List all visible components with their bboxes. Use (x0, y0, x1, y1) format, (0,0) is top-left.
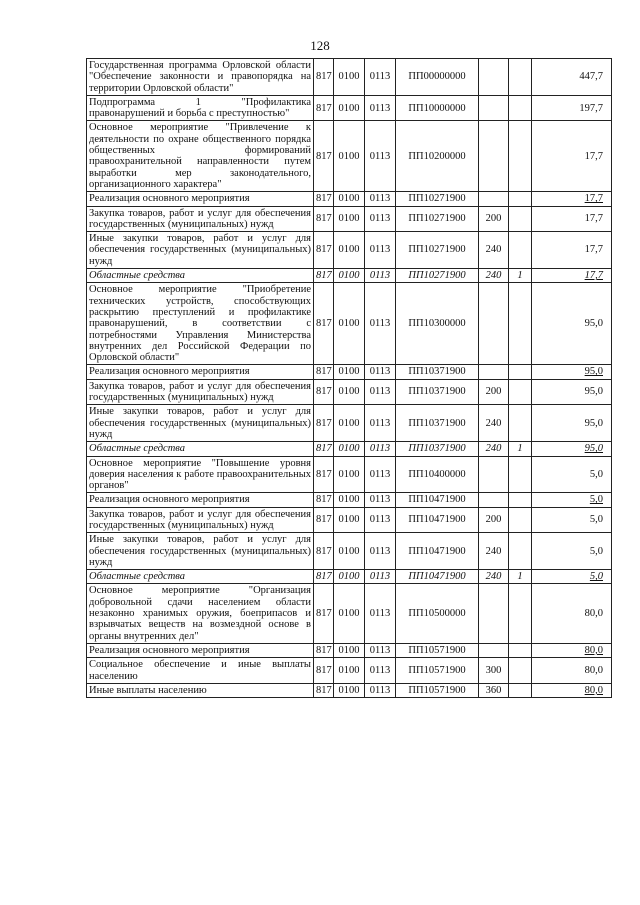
table-row (87, 121, 612, 192)
amount-cell: 17,7 (532, 269, 612, 283)
ministry-code-cell: 817 (314, 365, 334, 379)
table-row (87, 269, 612, 283)
subsection-code-cell: 0113 (365, 95, 396, 121)
row-name-cell: Закупка товаров, работ и услуг для обеспечения государственных (муниципальных) нужд (87, 379, 314, 405)
section-code-cell: 0100 (334, 493, 365, 507)
subsection-code-cell: 0113 (365, 570, 396, 584)
amount-cell: 5,0 (532, 533, 612, 570)
amount-cell: 5,0 (532, 456, 612, 493)
table-row (87, 507, 612, 533)
row-name-cell: Областные средства (87, 269, 314, 283)
target-article-cell: ПП10371900 (396, 405, 479, 442)
target-article-cell: ПП10271900 (396, 206, 479, 232)
target-article-cell: ПП10500000 (396, 584, 479, 643)
expense-type-cell: 240 (479, 533, 509, 570)
table-row (87, 379, 612, 405)
subsection-code-cell: 0113 (365, 232, 396, 269)
section-code-cell: 0100 (334, 192, 365, 206)
funding-source-cell (509, 121, 532, 192)
expense-type-cell (479, 643, 509, 657)
page-number: 128 (310, 38, 330, 53)
row-name-cell: Социальное обеспечение и иные выплаты населению (87, 658, 314, 684)
expense-type-cell (479, 121, 509, 192)
table-row (87, 570, 612, 584)
row-name-cell: Государственная программа Орловской области "Обеспечение законности и правопорядка на территории Орловской области" (87, 59, 314, 96)
expense-type-cell: 240 (479, 442, 509, 456)
section-code-cell: 0100 (334, 507, 365, 533)
ministry-code-cell: 817 (314, 658, 334, 684)
table-row (87, 95, 612, 121)
target-article-cell: ПП10371900 (396, 365, 479, 379)
target-article-cell: ПП10200000 (396, 121, 479, 192)
row-name-cell: Иные закупки товаров, работ и услуг для обеспечения государственных (муниципальных) нужд (87, 405, 314, 442)
ministry-code-cell: 817 (314, 379, 334, 405)
funding-source-cell (509, 405, 532, 442)
table-row (87, 206, 612, 232)
funding-source-cell (509, 365, 532, 379)
ministry-code-cell: 817 (314, 59, 334, 96)
row-name-cell: Подпрограмма 1 "Профилактика правонарушений и борьба с преступностью" (87, 95, 314, 121)
funding-source-cell (509, 232, 532, 269)
row-name-cell: Основное мероприятие "Привлечение к деятельности по охране общественного порядка общественных формирований правоохранительной направленности путем выработки мер законодательного, организационного характера" (87, 121, 314, 192)
subsection-code-cell: 0113 (365, 59, 396, 96)
amount-cell: 5,0 (532, 570, 612, 584)
subsection-code-cell: 0113 (365, 206, 396, 232)
section-code-cell: 0100 (334, 95, 365, 121)
amount-cell: 95,0 (532, 405, 612, 442)
expense-type-cell (479, 192, 509, 206)
subsection-code-cell: 0113 (365, 379, 396, 405)
section-code-cell: 0100 (334, 59, 365, 96)
budget-table (86, 58, 612, 698)
section-code-cell: 0100 (334, 658, 365, 684)
ministry-code-cell: 817 (314, 533, 334, 570)
section-code-cell: 0100 (334, 570, 365, 584)
table-row (87, 192, 612, 206)
ministry-code-cell: 817 (314, 442, 334, 456)
amount-cell: 17,7 (532, 206, 612, 232)
row-name-cell: Иные выплаты населению (87, 683, 314, 697)
expense-type-cell: 300 (479, 658, 509, 684)
funding-source-cell (509, 584, 532, 643)
target-article-cell: ПП00000000 (396, 59, 479, 96)
funding-source-cell (509, 456, 532, 493)
expense-type-cell: 240 (479, 570, 509, 584)
ministry-code-cell: 817 (314, 507, 334, 533)
target-article-cell: ПП10371900 (396, 379, 479, 405)
row-name-cell: Основное мероприятие "Приобретение технических устройств, способствующих раскрытию преступлений и профилактике правонарушений, в соответствии с потребностями Управления Министерства внутренних дел Российской Федерации по Орловской области" (87, 283, 314, 365)
row-name-cell: Областные средства (87, 570, 314, 584)
subsection-code-cell: 0113 (365, 683, 396, 697)
row-name-cell: Основное мероприятие "Организация добровольной сдачи населением области незаконно хранимых оружия, боеприпасов и взрывчатых веществ на возмездной основе в органы внутренних дел" (87, 584, 314, 643)
table-row (87, 584, 612, 643)
row-name-cell: Реализация основного мероприятия (87, 643, 314, 657)
funding-source-cell: 1 (509, 570, 532, 584)
section-code-cell: 0100 (334, 584, 365, 643)
funding-source-cell (509, 658, 532, 684)
expense-type-cell: 360 (479, 683, 509, 697)
target-article-cell: ПП10400000 (396, 456, 479, 493)
amount-cell: 197,7 (532, 95, 612, 121)
subsection-code-cell: 0113 (365, 456, 396, 493)
section-code-cell: 0100 (334, 533, 365, 570)
expense-type-cell (479, 95, 509, 121)
funding-source-cell (509, 379, 532, 405)
section-code-cell: 0100 (334, 405, 365, 442)
expense-type-cell: 240 (479, 269, 509, 283)
ministry-code-cell: 817 (314, 121, 334, 192)
table-row (87, 533, 612, 570)
section-code-cell: 0100 (334, 232, 365, 269)
table-row (87, 683, 612, 697)
expense-type-cell (479, 493, 509, 507)
funding-source-cell (509, 95, 532, 121)
ministry-code-cell: 817 (314, 643, 334, 657)
subsection-code-cell: 0113 (365, 507, 396, 533)
target-article-cell: ПП10571900 (396, 683, 479, 697)
target-article-cell: ПП10471900 (396, 507, 479, 533)
amount-cell: 80,0 (532, 643, 612, 657)
section-code-cell: 0100 (334, 283, 365, 365)
section-code-cell: 0100 (334, 683, 365, 697)
section-code-cell: 0100 (334, 365, 365, 379)
amount-cell: 95,0 (532, 365, 612, 379)
section-code-cell: 0100 (334, 121, 365, 192)
target-article-cell: ПП10471900 (396, 570, 479, 584)
expense-type-cell: 240 (479, 232, 509, 269)
expense-type-cell: 200 (479, 379, 509, 405)
section-code-cell: 0100 (334, 269, 365, 283)
row-name-cell: Закупка товаров, работ и услуг для обеспечения государственных (муниципальных) нужд (87, 206, 314, 232)
expense-type-cell: 240 (479, 405, 509, 442)
funding-source-cell (509, 683, 532, 697)
subsection-code-cell: 0113 (365, 533, 396, 570)
subsection-code-cell: 0113 (365, 365, 396, 379)
row-name-cell: Областные средства (87, 442, 314, 456)
table-row (87, 493, 612, 507)
amount-cell: 80,0 (532, 584, 612, 643)
section-code-cell: 0100 (334, 206, 365, 232)
funding-source-cell (509, 192, 532, 206)
funding-source-cell (509, 507, 532, 533)
amount-cell: 80,0 (532, 658, 612, 684)
table-row (87, 442, 612, 456)
row-name-cell: Закупка товаров, работ и услуг для обеспечения государственных (муниципальных) нужд (87, 507, 314, 533)
funding-source-cell: 1 (509, 442, 532, 456)
subsection-code-cell: 0113 (365, 269, 396, 283)
table-body (87, 59, 612, 698)
target-article-cell: ПП10371900 (396, 442, 479, 456)
ministry-code-cell: 817 (314, 584, 334, 643)
expense-type-cell (479, 59, 509, 96)
funding-source-cell (509, 283, 532, 365)
amount-cell: 95,0 (532, 442, 612, 456)
table-row (87, 456, 612, 493)
amount-cell: 5,0 (532, 507, 612, 533)
subsection-code-cell: 0113 (365, 442, 396, 456)
row-name-cell: Основное мероприятие "Повышение уровня доверия населения к работе правоохранительных органов" (87, 456, 314, 493)
target-article-cell: ПП10000000 (396, 95, 479, 121)
subsection-code-cell: 0113 (365, 584, 396, 643)
ministry-code-cell: 817 (314, 269, 334, 283)
expense-type-cell (479, 456, 509, 493)
expense-type-cell: 200 (479, 206, 509, 232)
amount-cell: 17,7 (532, 121, 612, 192)
section-code-cell: 0100 (334, 379, 365, 405)
row-name-cell: Иные закупки товаров, работ и услуг для обеспечения государственных (муниципальных) нужд (87, 533, 314, 570)
amount-cell: 95,0 (532, 283, 612, 365)
table-row (87, 59, 612, 96)
row-name-cell: Реализация основного мероприятия (87, 192, 314, 206)
table-row (87, 283, 612, 365)
funding-source-cell (509, 493, 532, 507)
funding-source-cell (509, 533, 532, 570)
section-code-cell: 0100 (334, 643, 365, 657)
section-code-cell: 0100 (334, 442, 365, 456)
amount-cell: 17,7 (532, 232, 612, 269)
ministry-code-cell: 817 (314, 493, 334, 507)
subsection-code-cell: 0113 (365, 121, 396, 192)
table-row (87, 643, 612, 657)
expense-type-cell (479, 365, 509, 379)
expense-type-cell (479, 283, 509, 365)
target-article-cell: ПП10571900 (396, 643, 479, 657)
amount-cell: 80,0 (532, 683, 612, 697)
target-article-cell: ПП10471900 (396, 493, 479, 507)
target-article-cell: ПП10271900 (396, 192, 479, 206)
amount-cell: 5,0 (532, 493, 612, 507)
ministry-code-cell: 817 (314, 283, 334, 365)
ministry-code-cell: 817 (314, 95, 334, 121)
ministry-code-cell: 817 (314, 232, 334, 269)
expense-type-cell (479, 584, 509, 643)
amount-cell: 17,7 (532, 192, 612, 206)
ministry-code-cell: 817 (314, 456, 334, 493)
row-name-cell: Реализация основного мероприятия (87, 365, 314, 379)
row-name-cell: Реализация основного мероприятия (87, 493, 314, 507)
amount-cell: 95,0 (532, 379, 612, 405)
table-row (87, 658, 612, 684)
subsection-code-cell: 0113 (365, 192, 396, 206)
subsection-code-cell: 0113 (365, 405, 396, 442)
funding-source-cell (509, 206, 532, 232)
target-article-cell: ПП10471900 (396, 533, 479, 570)
ministry-code-cell: 817 (314, 405, 334, 442)
expense-type-cell: 200 (479, 507, 509, 533)
table-row (87, 405, 612, 442)
funding-source-cell (509, 59, 532, 96)
target-article-cell: ПП10271900 (396, 269, 479, 283)
section-code-cell: 0100 (334, 456, 365, 493)
table-row (87, 365, 612, 379)
target-article-cell: ПП10300000 (396, 283, 479, 365)
table-row (87, 232, 612, 269)
ministry-code-cell: 817 (314, 683, 334, 697)
subsection-code-cell: 0113 (365, 493, 396, 507)
subsection-code-cell: 0113 (365, 658, 396, 684)
target-article-cell: ПП10271900 (396, 232, 479, 269)
funding-source-cell: 1 (509, 269, 532, 283)
target-article-cell: ПП10571900 (396, 658, 479, 684)
row-name-cell: Иные закупки товаров, работ и услуг для обеспечения государственных (муниципальных) нужд (87, 232, 314, 269)
subsection-code-cell: 0113 (365, 283, 396, 365)
ministry-code-cell: 817 (314, 570, 334, 584)
amount-cell: 447,7 (532, 59, 612, 96)
subsection-code-cell: 0113 (365, 643, 396, 657)
funding-source-cell (509, 643, 532, 657)
ministry-code-cell: 817 (314, 192, 334, 206)
ministry-code-cell: 817 (314, 206, 334, 232)
